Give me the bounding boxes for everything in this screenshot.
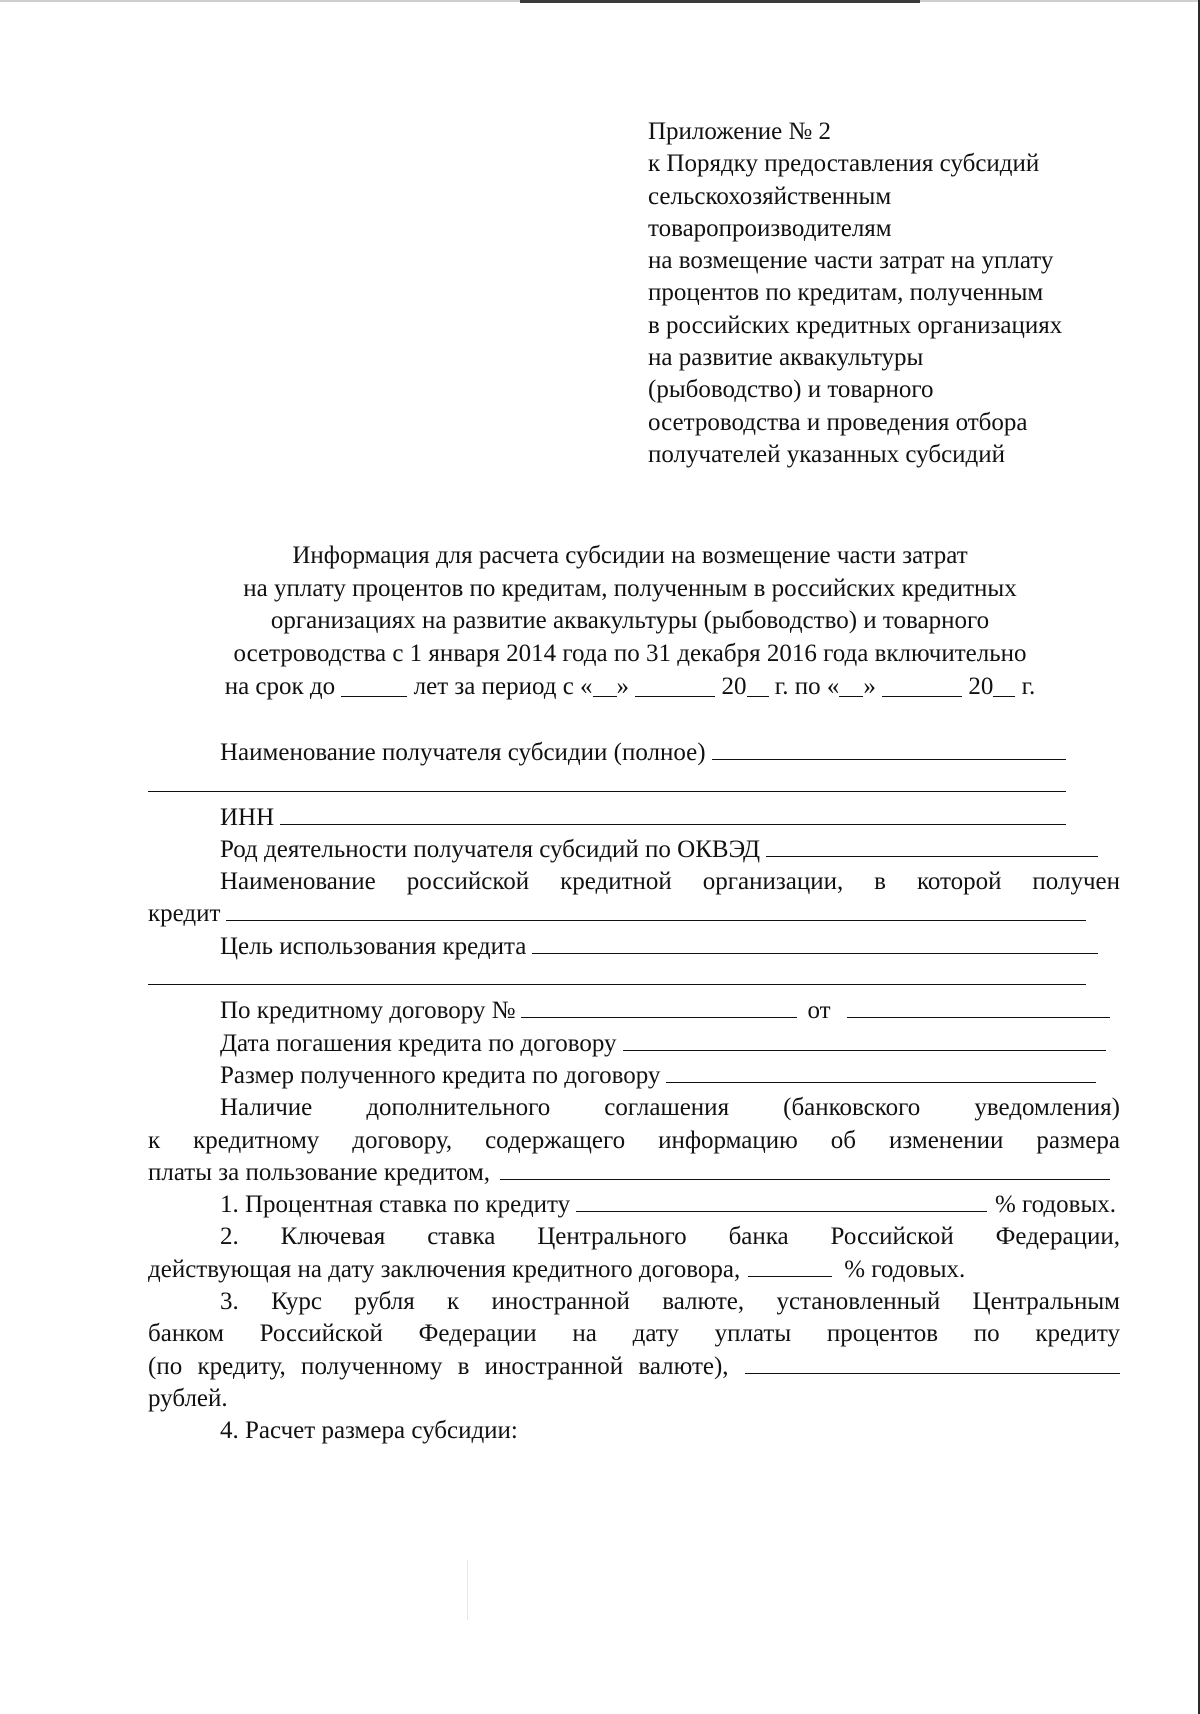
appendix-line: на возмещение части затрат на уплату bbox=[648, 247, 1054, 275]
end-month-field[interactable] bbox=[882, 674, 962, 697]
contract-number-label: По кредитному договору № bbox=[220, 997, 516, 1025]
key-rate-unit: % годовых. bbox=[844, 1255, 966, 1283]
appendix-header bbox=[648, 116, 1168, 471]
bank-name-field[interactable] bbox=[226, 898, 1086, 921]
key-rate-field[interactable] bbox=[748, 1254, 832, 1277]
period-year-prefix: 20 bbox=[968, 672, 994, 700]
addendum-label-3: платы за пользование кредитом, bbox=[148, 1158, 491, 1186]
end-year-field[interactable] bbox=[993, 674, 1015, 697]
addendum-row bbox=[148, 1092, 1120, 1124]
period-suffix: г. bbox=[1021, 672, 1036, 700]
bank-name-label-2: кредит bbox=[148, 900, 221, 928]
interest-rate-unit: % годовых. bbox=[994, 1191, 1116, 1219]
repay-date-label: Дата погашения кредита по договору bbox=[220, 1029, 617, 1057]
recipient-name-label: Наименование получателя субсидии (полное) bbox=[220, 739, 706, 766]
repay-date-row bbox=[148, 1028, 1120, 1060]
exchange-rate-label-3: (по кредиту, полученному в иностранной валюте), bbox=[148, 1352, 729, 1380]
start-day-field[interactable] bbox=[593, 674, 617, 697]
subsidy-calculation-heading: 4. Расчет размера субсидии: bbox=[220, 1417, 518, 1445]
key-rate-label: 2. Ключевая ставка Центрального банка Российской Федерации, bbox=[220, 1223, 1120, 1251]
exchange-rate-unit: рублей. bbox=[148, 1384, 228, 1412]
item3-row-3 bbox=[148, 1351, 1120, 1383]
inn-row bbox=[148, 802, 1120, 834]
title-line: осетроводства с 1 января 2014 года по 31 декабря 2016 года включительно bbox=[233, 640, 1027, 668]
recipient-name-continuation-field[interactable] bbox=[148, 769, 1066, 801]
contract-date-label: от bbox=[807, 997, 831, 1025]
period-years: лет за период с « bbox=[413, 672, 593, 700]
appendix-line: на развитие аквакультуры bbox=[648, 344, 924, 372]
key-rate-label-2: действующая на дату заключения кредитного договора, bbox=[148, 1255, 741, 1283]
contract-row bbox=[148, 995, 1120, 1027]
inn-label: ИНН bbox=[220, 803, 275, 831]
interest-rate-field[interactable] bbox=[576, 1189, 987, 1212]
credit-size-label: Размер полученного кредита по договору bbox=[220, 1061, 661, 1089]
credit-size-field[interactable] bbox=[666, 1060, 1096, 1083]
contract-number-field[interactable] bbox=[521, 995, 797, 1018]
title-line: на уплату процентов по кредитам, полученным в российских кредитных bbox=[243, 574, 1017, 602]
appendix-line: к Порядку предоставления субсидий bbox=[648, 150, 1040, 178]
activity-label: Род деятельности получателя субсидий по ОКВЭД bbox=[220, 835, 761, 863]
inn-field[interactable] bbox=[280, 802, 1066, 825]
appendix-line: товаропроизводителям bbox=[648, 214, 892, 242]
item2-row-2 bbox=[148, 1254, 1120, 1286]
item3-row-2 bbox=[148, 1318, 1120, 1350]
appendix-line: (рыбоводство) и товарного bbox=[648, 376, 934, 404]
exchange-rate-field[interactable] bbox=[745, 1351, 1120, 1374]
item1-row bbox=[148, 1189, 1120, 1221]
period-quote: » bbox=[863, 672, 876, 700]
addendum-field[interactable] bbox=[500, 1157, 1110, 1180]
bank-name-row-2 bbox=[148, 898, 1120, 930]
addendum-label-2: к кредитному договору, содержащего информацию об изменении размера bbox=[148, 1126, 1120, 1154]
item4-row bbox=[148, 1415, 1120, 1447]
scan-speck bbox=[467, 1560, 468, 1620]
addendum-row-2 bbox=[148, 1125, 1120, 1157]
recipient-name-field[interactable] bbox=[712, 737, 1066, 760]
item3-row-4 bbox=[148, 1383, 1120, 1415]
contract-date-field[interactable] bbox=[847, 995, 1110, 1018]
credit-size-row bbox=[148, 1060, 1120, 1092]
appendix-line: процентов по кредитам, полученным bbox=[648, 279, 1044, 307]
recipient-name-row bbox=[148, 737, 1120, 769]
scan-top-mark bbox=[520, 0, 920, 3]
start-year-field[interactable] bbox=[747, 674, 769, 697]
addendum-row-3 bbox=[148, 1157, 1120, 1189]
title-line: Информация для расчета субсидии на возмещение части затрат bbox=[292, 542, 968, 569]
start-month-field[interactable] bbox=[635, 674, 715, 697]
appendix-line: осетроводства и проведения отбора bbox=[648, 408, 1028, 436]
repay-date-field[interactable] bbox=[623, 1028, 1106, 1051]
appendix-line: Приложение № 2 bbox=[648, 118, 832, 145]
item3-row bbox=[148, 1286, 1120, 1318]
bank-name-label: Наименование российской кредитной организации, в которой получен bbox=[220, 868, 1120, 896]
purpose-label: Цель использования кредита bbox=[220, 932, 527, 960]
addendum-label: Наличие дополнительного соглашения (банковского уведомления) bbox=[220, 1094, 1120, 1122]
appendix-line: сельскохозяйственным bbox=[648, 182, 892, 210]
appendix-line: получателей указанных субсидий bbox=[648, 440, 1006, 468]
purpose-row bbox=[148, 931, 1120, 963]
bank-name-row bbox=[148, 866, 1120, 898]
period-prefix: на срок до bbox=[224, 672, 336, 700]
end-day-field[interactable] bbox=[839, 674, 863, 697]
exchange-rate-label: 3. Курс рубля к иностранной валюте, установленный Центральным bbox=[220, 1288, 1120, 1316]
item2-row bbox=[148, 1221, 1120, 1253]
appendix-line: в российских кредитных организациях bbox=[648, 311, 1063, 339]
form-body bbox=[148, 737, 1120, 1448]
period-year-prefix: 20 bbox=[721, 672, 747, 700]
interest-rate-label: 1. Процентная ставка по кредиту bbox=[220, 1191, 571, 1219]
purpose-field[interactable] bbox=[532, 931, 1098, 954]
title-line: организациях на развитие аквакультуры (рыбоводство) и товарного bbox=[270, 607, 990, 635]
period-quote: » bbox=[616, 672, 630, 700]
exchange-rate-label-2: банком Российской Федерации на дату уплаты процентов по кредиту bbox=[148, 1320, 1120, 1348]
purpose-continuation-field[interactable] bbox=[148, 963, 1086, 995]
period-to: г. по « bbox=[774, 672, 840, 700]
document-title bbox=[150, 540, 1110, 704]
title-period-line bbox=[150, 671, 1110, 704]
term-years-field[interactable] bbox=[341, 674, 407, 697]
activity-row bbox=[148, 834, 1120, 866]
activity-field[interactable] bbox=[766, 834, 1098, 857]
